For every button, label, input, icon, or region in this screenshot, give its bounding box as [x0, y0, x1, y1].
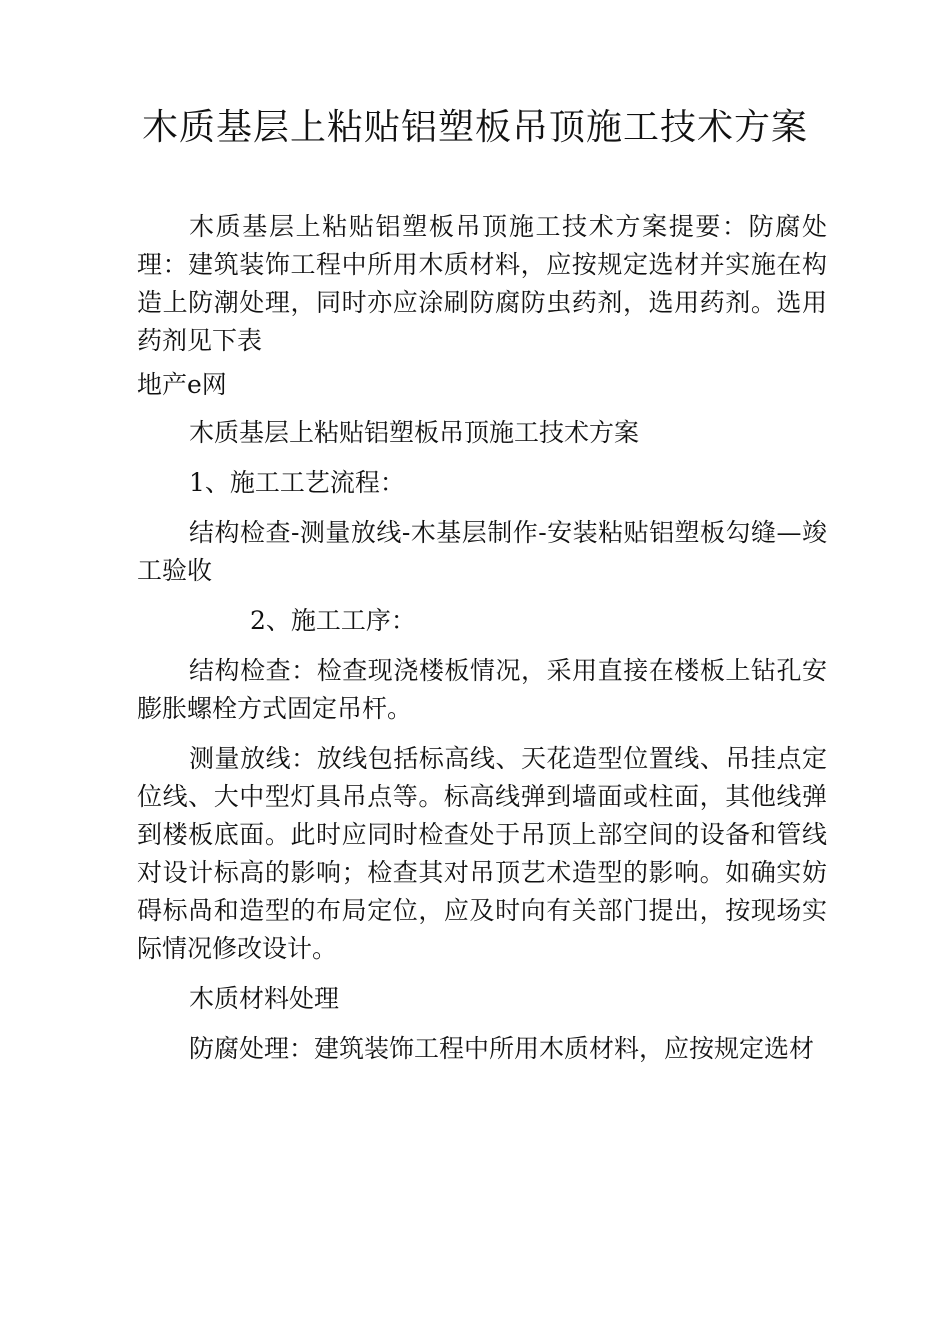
- section-heading-procedures: 2、施工工序：: [250, 606, 416, 635]
- paragraph-source: 地产e网: [137, 370, 227, 399]
- paragraph-anticorrosion: 防腐处理：建筑装饰工程中所用木质材料，应按规定选材: [189, 1034, 815, 1063]
- paragraph-structure-check: 结构检查：检查现浇楼板情况，采用直接在楼板上钻孔安膨胀螺栓方式固定吊杆。: [137, 656, 827, 723]
- paragraph-subtitle: 木质基层上粘贴铝塑板吊顶施工技术方案: [189, 418, 640, 447]
- section-heading-process-flow: 1、施工工艺流程：: [189, 468, 405, 497]
- section-heading-wood-treatment: 木质材料处理: [189, 984, 340, 1013]
- document-body: [137, 208, 827, 1068]
- paragraph-measurement: 测量放线：放线包括标高线、天花造型位置线、吊挂点定位线、大中型灯具吊点等。标高线弹到墙面或柱面，其他线弹到楼板底面。此时应同时检查处于吊顶上部空间的设备和管线对设计标高的影响；检查其对吊顶艺术造型的影响。如确实妨碍标咼和造型的布局定位，应及时向有关部门提出，按现场实际情况修改设计。: [137, 744, 827, 963]
- paragraph-summary: 木质基层上粘贴铝塑板吊顶施工技术方案提要：防腐处理：建筑装饰工程中所用木质材料，应按规定选材并实施在构造上防潮处理，同时亦应涂刷防腐防虫药剂，选用药剂。选用药剂见下表: [137, 212, 827, 355]
- document-title: 木质基层上粘贴铝塑板吊顶施工技术方案: [141, 107, 808, 148]
- paragraph-process-flow: 结构检查-测量放线-木基层制作-安装粘贴铝塑板勾缝—竣工验收: [137, 518, 827, 585]
